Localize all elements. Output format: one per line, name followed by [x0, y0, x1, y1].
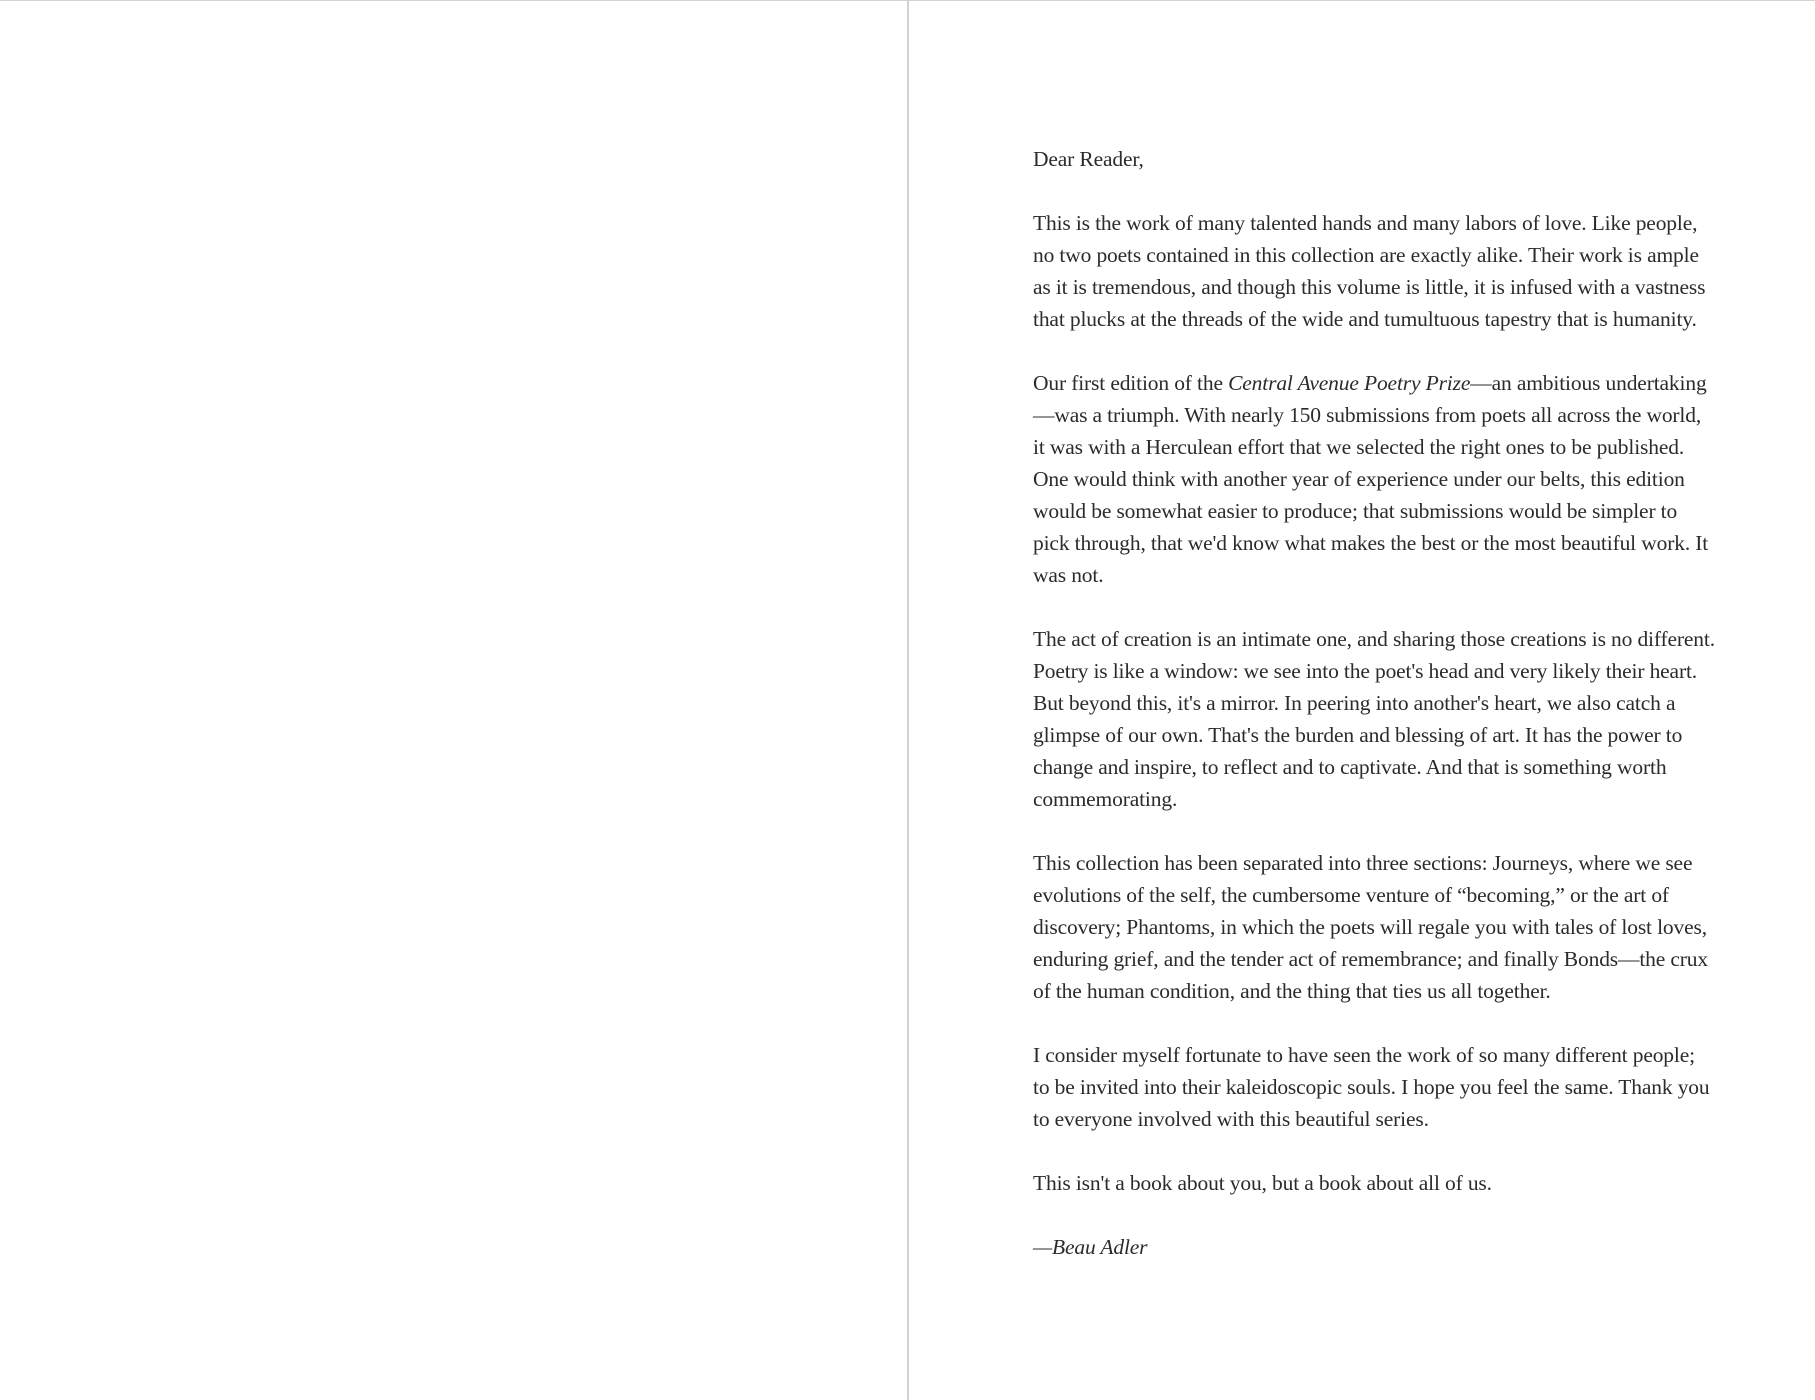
right-page: [909, 1, 1815, 1400]
paragraph-6: This isn't a book about you, but a book about all of us.: [1033, 1171, 1492, 1195]
paragraph-5: I consider myself fortunate to have seen the work of so many different people; to be invited into their kaleidoscopic souls. I hope you feel the same. Thank you to everyone involved with this beautiful series.: [1033, 1043, 1710, 1131]
left-page-blank: [0, 1, 907, 1400]
paragraph-4: This collection has been separated into three sections: Journeys, where we see evolutions of the self, the cumbersome venture of “becoming,” or the art of discovery; Phantoms, in which the poets will regale you with tales of lost loves, enduring grief, and the tender act of remembrance; and finally Bonds—the crux of the human condition, and the thing that ties us all together.: [1033, 851, 1709, 1003]
paragraph-2: [1033, 367, 1715, 591]
paragraph-1: This is the work of many talented hands and many labors of love. Like people, no two poets contained in this collection are exactly alike. Their work is ample as it is tremendous, and though this volume is little, it is infused with a vastness that plucks at the threads of the wide and tumultuous tapestry that is humanity.: [1033, 211, 1706, 331]
signature: —Beau Adler: [1033, 1235, 1148, 1259]
letter-body: [1033, 143, 1715, 1295]
paragraph-2-lead: Our first edition of the: [1033, 371, 1229, 395]
paragraph-3: The act of creation is an intimate one, and sharing those creations is no different. Poetry is like a window: we see into the poet's head and very likely their heart. But beyond this, it's a mirror. In peering into another's heart, we also catch a glimpse of our own. That's the burden and blessing of art. It has the power to change and inspire, to reflect and to captivate. And that is something worth commemorating.: [1033, 627, 1715, 811]
prize-title: Central Avenue Poetry Prize: [1228, 371, 1471, 395]
paragraph-2-rest: —an ambitious undertaking—was a triumph. With nearly 150 submissions from poets all across the world, it was with a Herculean effort that we selected the right ones to be published. One would think with another year of experience under our belts, this edition would be somewhat easier to produce; that submissions would be simpler to pick through, that we'd know what makes the best or the most beautiful work. It was not.: [1033, 371, 1709, 587]
salutation: Dear Reader,: [1033, 147, 1144, 171]
